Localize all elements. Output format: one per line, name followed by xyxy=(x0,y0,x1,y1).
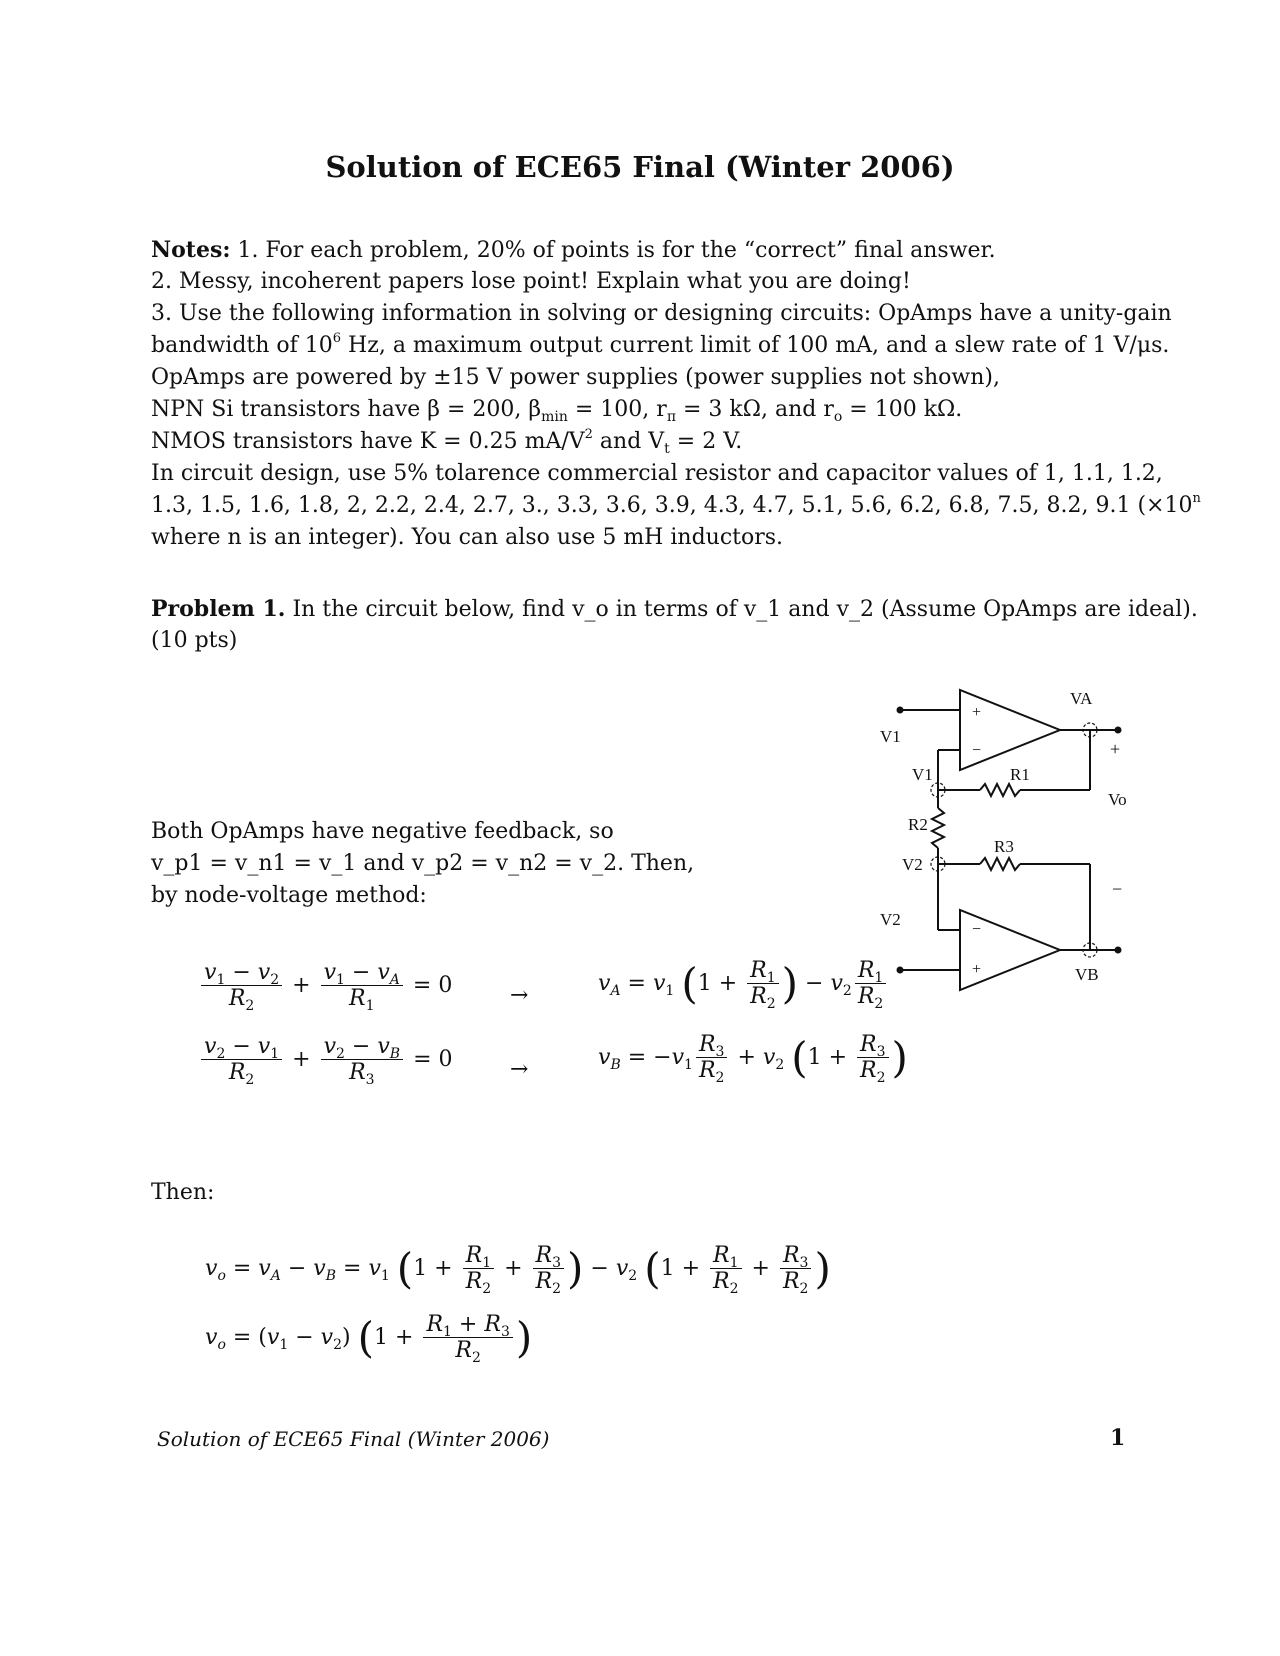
vo-expression-1: $v_o = v_A - v_B = v_1$ (1 + $\frac{R_1}{R_2}$ + $\frac{R_3}{R_2}$ ) − $v_2$ (1 + $\frac{R_1}{R_2}$ + $\frac{R_3}{R_2}$ ) xyxy=(205,1243,831,1298)
label-r1: R1 xyxy=(1010,765,1030,784)
node-equation-2: $\frac{v_2 - v_1}{R_2}$ + $\frac{v_2 - v_B}{R_3}$ = 0 xyxy=(198,1034,453,1086)
va-expression: $v_A = v_1$ (1 + $\frac{R_1}{R_2}$ ) − $v_2$ $\frac{R_1}{R_2}$ xyxy=(598,958,889,1010)
para-line-2: v_p1 = v_n1 = v_1 and v_p2 = v_n2 = v_2. Then, xyxy=(151,851,695,876)
page-title: Solution of ECE65 Final (Winter 2006) xyxy=(325,150,955,184)
notes-line-8: In circuit design, use 5% tolarence commercial resistor and capacitor values of 1, 1.1, 1.2, xyxy=(151,461,1163,486)
notes-line-3: 3. Use the following information in solving or designing circuits: OpAmps have a unity-gain xyxy=(151,301,1172,326)
notes-line-10: where n is an integer). You can also use 5 mH inductors. xyxy=(151,525,784,550)
label-vo: Vo xyxy=(1108,790,1127,809)
r1-zigzag xyxy=(980,784,1020,796)
label-r2: R2 xyxy=(908,815,928,834)
opamp1-minus: − xyxy=(972,742,982,759)
label-v1-node: V1 xyxy=(912,765,933,784)
notes-line-9: 1.3, 1.5, 1.6, 1.8, 2, 2.2, 2.4, 2.7, 3., 3.3, 3.6, 3.9, 4.3, 4.7, 5.1, 5.6, 6.2, 6.8, 7.5, 8.2, 9.1 ($\times 10^n$ xyxy=(151,491,1201,518)
opamp2-minus: − xyxy=(972,921,982,938)
arrow-2: → xyxy=(510,1057,529,1082)
notes-line-7: NMOS transistors have K = 0.25 $mA/V^2$ and $V_t = 2$ V. xyxy=(151,427,743,457)
problem1-label: Problem 1. xyxy=(151,596,286,622)
footer-text: Solution of ECE65 Final (Winter 2006) xyxy=(157,1427,550,1451)
label-vb: VB xyxy=(1075,965,1099,984)
notes-line-4: bandwidth of $10^6$ Hz, a maximum output current limit of 100 mA, and a slew rate of 1 V/μs. xyxy=(151,331,1170,358)
notes-line-2: 2. Messy, incoherent papers lose point! Explain what you are doing! xyxy=(151,269,911,294)
label-vo-minus: − xyxy=(1112,879,1123,899)
label-r3: R3 xyxy=(994,837,1014,856)
label-v1-input: V1 xyxy=(880,727,901,746)
opamp1-plus: + xyxy=(972,704,982,721)
vb-expression: $v_B = -v_1$ $\frac{R_3}{R_2}$ + $v_2$ (1 + $\frac{R_3}{R_2}$ ) xyxy=(598,1032,908,1087)
para-line-3: by node-voltage method: xyxy=(151,883,427,908)
terminal-vb xyxy=(1115,947,1122,954)
r3-zigzag xyxy=(980,858,1020,870)
problem1-statement: Problem 1. In the circuit below, find v_o in terms of v_1 and v_2 (Assume OpAmps are ideal). xyxy=(151,596,1198,622)
terminal-va xyxy=(1115,727,1122,734)
node-equation-1: $\frac{v_1 - v_2}{R_2}$ + $\frac{v_1 - v_A}{R_1}$ = 0 xyxy=(198,960,452,1012)
terminal-v1 xyxy=(897,707,904,714)
circuit-diagram xyxy=(860,680,1150,1000)
then-label: Then: xyxy=(151,1180,215,1205)
r2-zigzag xyxy=(932,808,944,848)
opamp2-plus: + xyxy=(972,961,982,978)
label-v2-input: V2 xyxy=(880,910,901,929)
label-va: VA xyxy=(1070,689,1093,708)
notes-line-1 xyxy=(151,239,996,262)
notes-text-1: 1. For each problem, 20% of points is for the “correct” final answer. xyxy=(237,238,996,263)
label-vo-plus: + xyxy=(1110,739,1121,759)
notes-line-6: NPN Si transistors have β = 200, $\beta_{min} = 100$, $r_\pi = 3$ kΩ, and $r_o = 100$ kΩ. xyxy=(151,397,963,425)
label-v2-node: V2 xyxy=(902,855,923,874)
notes-line-5: OpAmps are powered by ±15 V power supplies (power supplies not shown), xyxy=(151,365,1000,390)
para-line-1: Both OpAmps have negative feedback, so xyxy=(151,819,614,844)
vo-expression-2: $v_o = (v_1 - v_2) (1$ + $\frac{R_1 + R_3}{R_2}$ ) xyxy=(205,1312,533,1367)
terminal-v2 xyxy=(897,967,904,974)
notes-label: Notes: xyxy=(151,237,231,263)
problem1-points: (10 pts) xyxy=(151,628,238,653)
arrow-1: → xyxy=(510,983,529,1008)
page-number: 1 xyxy=(1110,1425,1126,1451)
